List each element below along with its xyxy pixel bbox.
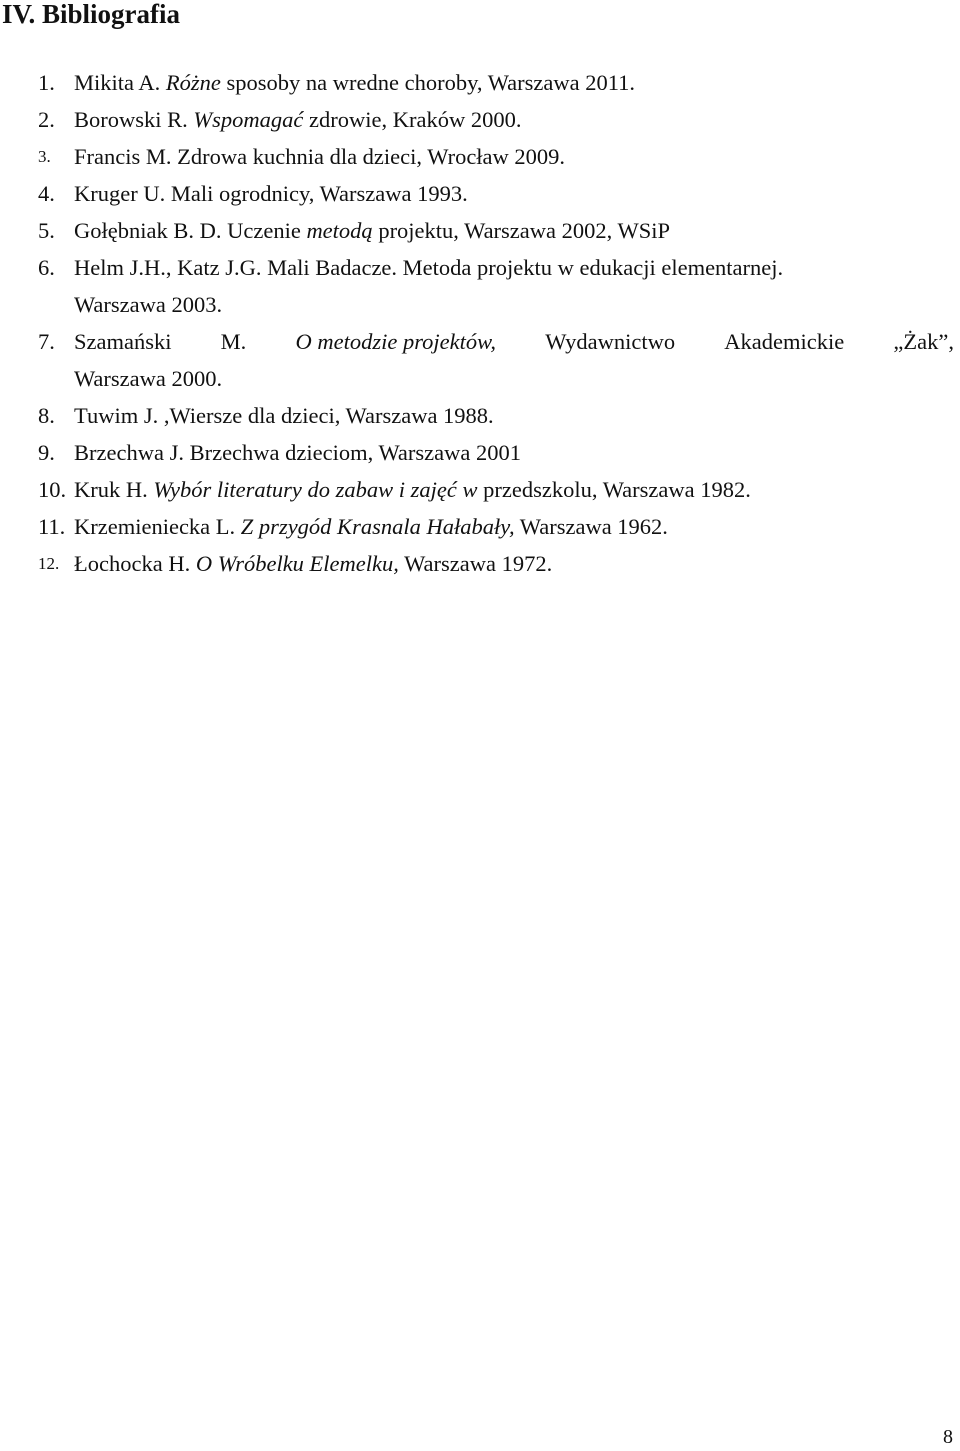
- item-author: Gołębniak B. D.: [74, 218, 228, 243]
- item-pre: Uczenie: [227, 218, 307, 243]
- item-word: „Żak”,: [893, 329, 954, 354]
- list-item: [38, 397, 958, 434]
- item-rest: przedszkolu, Warszawa 1982.: [477, 477, 751, 502]
- item-text: [74, 249, 958, 323]
- item-text: [74, 212, 958, 249]
- item-rest: Mali ogrodnicy, Warszawa 1993.: [170, 181, 468, 206]
- list-item: [38, 545, 958, 582]
- item-rest: Brzechwa dzieciom, Warszawa 2001: [189, 440, 521, 465]
- item-text: [74, 323, 958, 397]
- item-text: [74, 138, 958, 175]
- item-text: [74, 101, 958, 138]
- item-author: Borowski R.: [74, 107, 194, 132]
- item-number: 3.: [38, 147, 51, 166]
- item-word: Wydawnictwo: [545, 329, 676, 354]
- item-author: Brzechwa J.: [74, 440, 190, 465]
- item-number: 2.: [38, 107, 55, 132]
- item-rest: Zdrowa kuchnia dla dzieci, Wrocław 2009.: [177, 144, 566, 169]
- item-rest: Warszawa 1972.: [398, 551, 553, 576]
- item-number: 9.: [38, 440, 55, 465]
- item-number: 4.: [38, 181, 55, 206]
- page-number: 8: [943, 1426, 953, 1448]
- list-item: [38, 323, 958, 397]
- section-heading: IV. Bibliografia: [2, 0, 181, 29]
- item-number: 7.: [38, 329, 55, 354]
- list-item: [38, 64, 958, 101]
- item-rest: Mali Badacze. Metoda projektu w edukacji elementarnej.: [267, 255, 784, 280]
- item-text: [74, 471, 958, 508]
- list-item: [38, 101, 958, 138]
- item-text: [74, 397, 958, 434]
- item-word: Szamański: [74, 329, 172, 354]
- item-number: 11.: [38, 514, 66, 539]
- item-italic-title: Wspomagać: [193, 107, 304, 132]
- item-word: M.: [220, 329, 247, 354]
- list-item: [38, 508, 958, 545]
- item-rest: ,Wiersze dla dzieci, Warszawa 1988.: [163, 403, 494, 428]
- list-item: [38, 175, 958, 212]
- list-item: [38, 471, 958, 508]
- item-rest: zdrowie, Kraków 2000.: [303, 107, 522, 132]
- item-author: Helm J.H., Katz J.G.: [74, 255, 268, 280]
- item-text: [74, 545, 958, 582]
- item-italic-title: Różne: [165, 70, 221, 95]
- item-author: Łochocka H.: [74, 551, 196, 576]
- item-word: Akademickie: [724, 329, 845, 354]
- item-rest: projektu, Warszawa 2002, WSiP: [372, 218, 670, 243]
- item-continuation: Warszawa 2000.: [74, 366, 223, 391]
- bibliography-list: [38, 64, 958, 582]
- item-author: Krzemieniecka L.: [74, 514, 241, 539]
- item-author: Tuwim J.: [74, 403, 164, 428]
- item-continuation: Warszawa 2003.: [74, 292, 223, 317]
- item-number: 10.: [38, 477, 67, 502]
- item-italic-title: metodą: [306, 218, 373, 243]
- item-author: Kruger U.: [74, 181, 171, 206]
- item-number: 6.: [38, 255, 55, 280]
- item-number: 1.: [38, 70, 55, 95]
- item-italic-title: O metodzie projektów,: [295, 329, 497, 354]
- list-item: [38, 434, 958, 471]
- list-item: [38, 212, 958, 249]
- item-author: Kruk H.: [74, 477, 154, 502]
- item-italic-title: Z przygód Krasnala Hałabały,: [240, 514, 515, 539]
- item-number: 12.: [38, 554, 60, 573]
- item-text: [74, 434, 958, 471]
- list-item: [38, 249, 958, 323]
- item-author: Francis M.: [74, 144, 178, 169]
- item-rest: Warszawa 1962.: [514, 514, 668, 539]
- item-text: [74, 64, 958, 101]
- item-author: Mikita A.: [74, 70, 166, 95]
- item-rest: sposoby na wredne choroby, Warszawa 2011.: [220, 70, 636, 95]
- justified-line: [74, 323, 954, 360]
- item-italic-title: O Wróbelku Elemelku,: [195, 551, 399, 576]
- item-text: [74, 508, 958, 545]
- item-text: [74, 175, 958, 212]
- item-number: 8.: [38, 403, 55, 428]
- item-number: 5.: [38, 218, 55, 243]
- item-italic-title: Wybór literatury do zabaw i zajęć w: [153, 477, 478, 502]
- list-item: [38, 138, 958, 175]
